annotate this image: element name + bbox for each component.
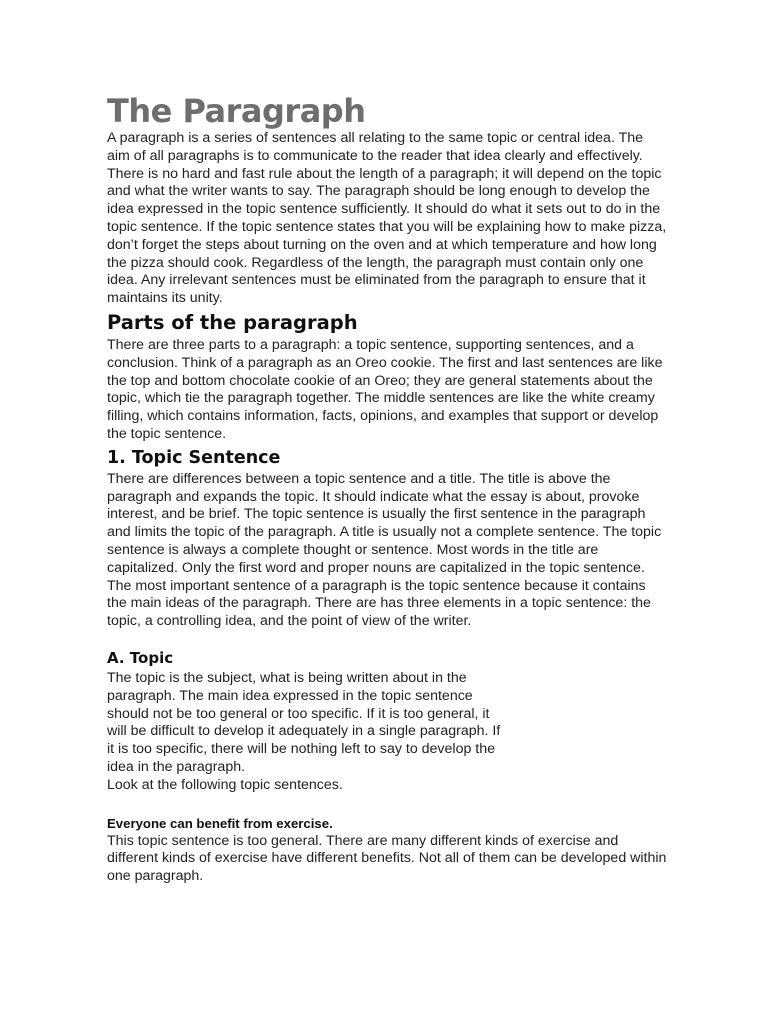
- example-sentence: Everyone can benefit from exercise.: [107, 815, 333, 831]
- parts-paragraph: There are three parts to a paragraph: a topic sentence, supporting sentences, and a conclusion. Think of a paragraph as an Oreo cookie. The first and last sentences are like the top and bottom chocolate cookie of an Oreo; they are general statements about the topic, which tie the paragraph together. The middle sentences are like the white creamy filling, which contains information, facts, opinions, and examples that support or develop the topic sentence.: [107, 336, 663, 442]
- parts-heading: Parts of the paragraph: [107, 310, 358, 334]
- document-title: The Paragraph: [107, 92, 366, 130]
- intro-paragraph-1: A paragraph is a series of sentences all relating to the same topic or central idea. The aim of all paragraphs is to communicate to the reader that idea clearly and effectively.: [107, 130, 644, 164]
- document-page: [107, 92, 667, 886]
- example-explanation: This topic sentence is too general. There are many different kinds of exercise and different kinds of exercise have different benefits. Not all of them can be developed within one paragraph.: [107, 832, 667, 885]
- topic-heading: A. Topic: [107, 648, 174, 667]
- topic-paragraph: The topic is the subject, what is being written about in the paragraph. The main idea expressed in the topic sentence should not be too general or too specific. If it is too general, it will be difficult to develop it adequately in a single paragraph. If it is too specific, there will be nothing left to say to develop the idea in the paragraph.: [107, 669, 501, 775]
- topic-sentence-heading: 1. Topic Sentence: [107, 447, 281, 468]
- intro-paragraph-2: There is no hard and fast rule about the length of a paragraph; it will depend on the topic and what the writer wants to say. The paragraph should be long enough to develop the idea expressed in the topic sentence sufficiently. It should do what it sets out to do in the topic sentence. If the topic sentence states that you will be explaining how to make pizza, don’t forget the steps about turning on the oven and at which temperature and how long the pizza should cook. Regardless of the length, the paragraph must contain only one idea. Any irrelevant sentences must be eliminated from the paragraph to ensure that it maintains its unity.: [107, 165, 667, 307]
- topic-instruction: Look at the following topic sentences.: [107, 776, 343, 793]
- topic-sentence-paragraph-2: The most important sentence of a paragraph is the topic sentence because it contains the main ideas of the paragraph. There are has three elements in a topic sentence: the topic, a controlling idea, and the point of view of the writer.: [107, 577, 651, 630]
- topic-sentence-paragraph-1: There are differences between a topic sentence and a title. The title is above the paragraph and expands the topic. It should indicate what the essay is about, provoke interest, and be brief. The topic sentence is usually the first sentence in the paragraph and limits the topic of the paragraph. A title is usually not a complete sentence. The topic sentence is always a complete thought or sentence. Most words in the title are capitalized. Only the first word and proper nouns are capitalized in the topic sentence.: [107, 470, 662, 576]
